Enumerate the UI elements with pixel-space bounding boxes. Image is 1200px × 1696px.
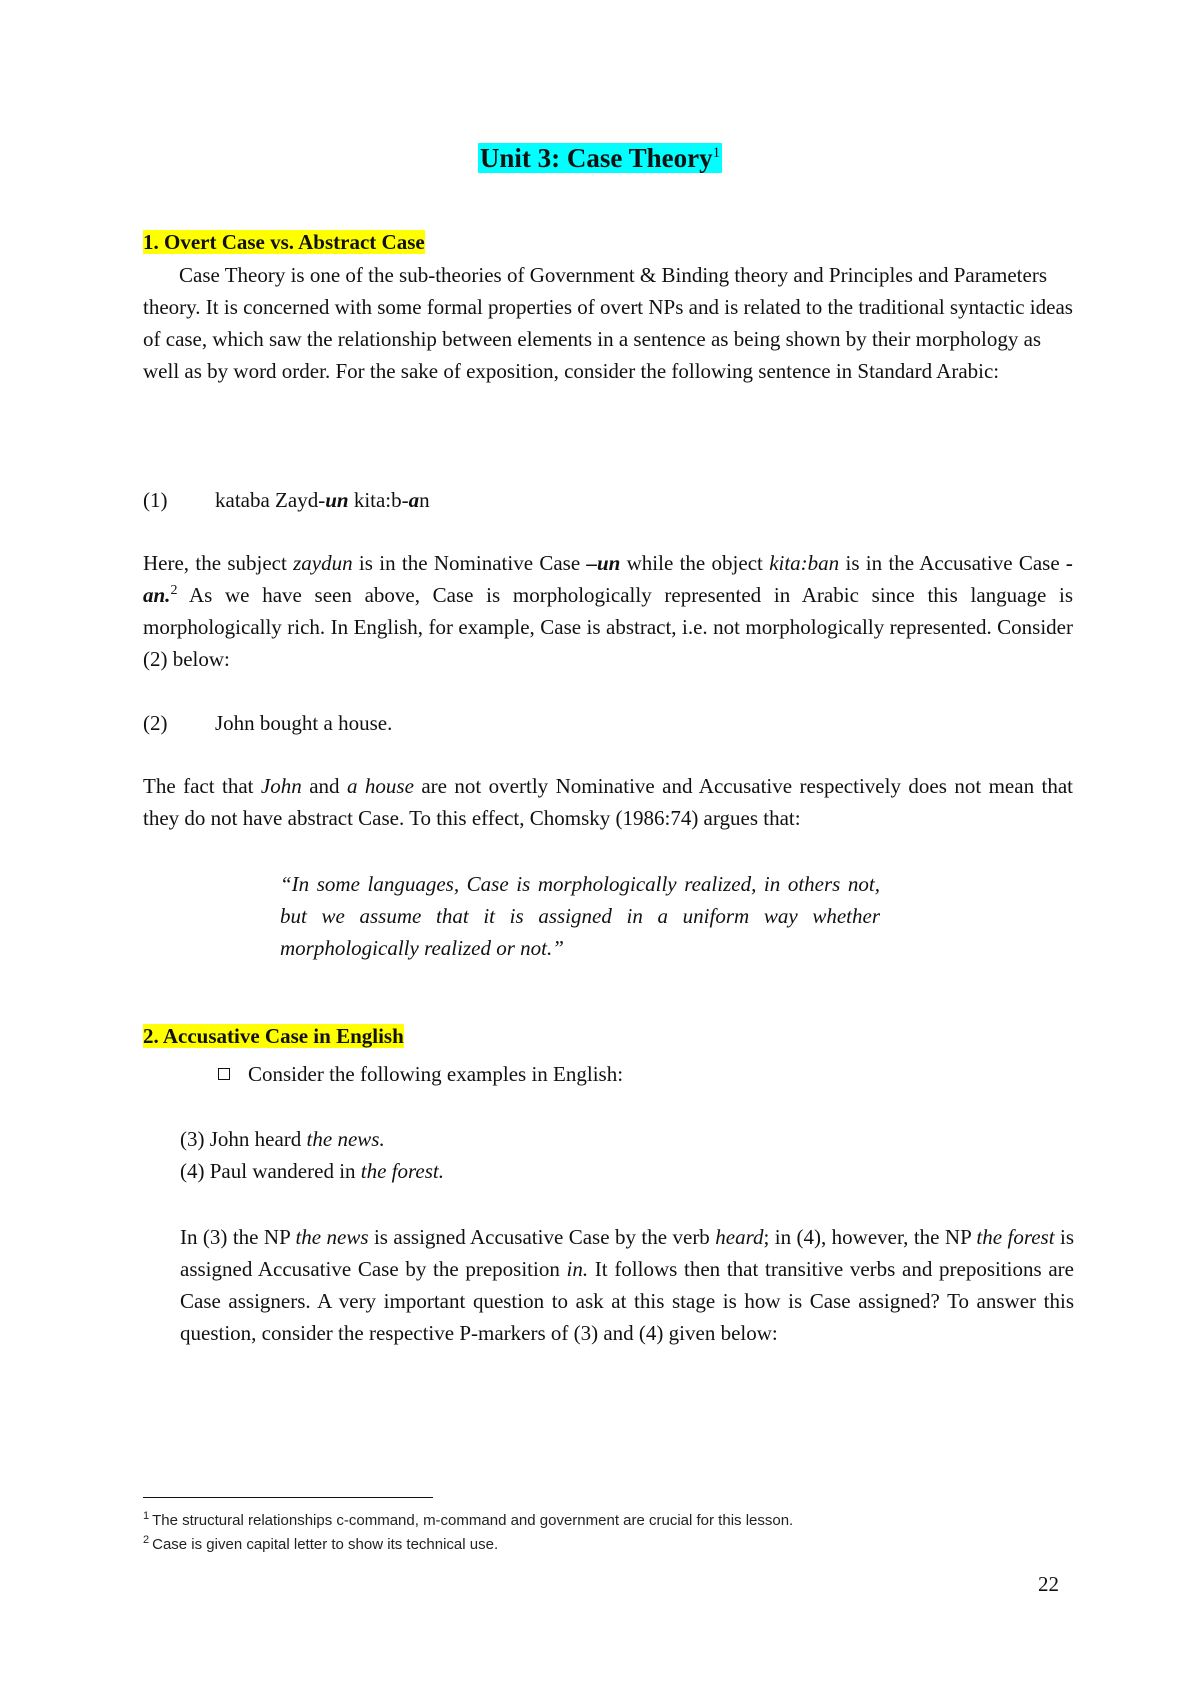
bullet-item <box>218 1058 623 1090</box>
square-bullet-icon <box>218 1068 230 1080</box>
footnote-1-number: 1 <box>143 1510 150 1522</box>
p3-italic-a-house: a house <box>346 774 414 798</box>
p3-text-1: The fact that <box>143 774 261 798</box>
example-1-suffix-un: un <box>325 488 349 512</box>
example-1-suffix-a: a <box>408 488 420 512</box>
p2-text-3: while the object <box>620 551 770 575</box>
section-1-heading <box>143 226 425 258</box>
s2-text-4: is assigned Accusative Case by the preposition <box>180 1225 1075 1281</box>
s2-italic-the-forest: the forest <box>976 1225 1055 1249</box>
section-1-heading-text: 1. Overt Case vs. Abstract Case <box>143 230 425 254</box>
example-2 <box>143 707 392 739</box>
s2-text-1: In (3) the NP <box>180 1225 296 1249</box>
p3-text-3: are not overtly Nominative and Accusative respectively does not mean that they do not have abstract Case. To this effect, Chomsky (1986:74) argues that: <box>143 774 1073 830</box>
example-4-italic: the forest. <box>360 1159 444 1183</box>
section-2-heading-text: 2. Accusative Case in English <box>143 1024 404 1048</box>
example-1-text-b: kita:b- <box>348 488 409 512</box>
s2-italic-the-news: the news <box>295 1225 369 1249</box>
example-3-text: (3) John heard <box>180 1127 307 1151</box>
s2-italic-in: in. <box>566 1257 589 1281</box>
section-1-intro: Case Theory is one of the sub-theories of Government & Binding theory and Principles and Parameters theory. It is concerned with some formal properties of overt NPs and is related to the traditional syntactic ideas of case, which saw the relationship between elements in a sentence as being shown by their morphology as well as by word order. For the sake of exposition, consider the following sentence in Standard Arabic: <box>143 263 1073 383</box>
p2-text-4: is in the Accusative Case <box>839 551 1066 575</box>
footnote-separator <box>143 1497 433 1498</box>
footnote-ref-2[interactable]: 2 <box>170 583 178 598</box>
section-2-paragraph <box>180 1221 1074 1349</box>
s2-text-3: ; in (4), however, the NP <box>763 1225 977 1249</box>
section-1-paragraph-3 <box>143 770 1073 834</box>
p2-text-2: is in the Nominative Case <box>352 551 587 575</box>
footnote-1-text: The structural relationships c-command, m-command and government are crucial for this lesson. <box>152 1512 794 1529</box>
bullet-text: Consider the following examples in English: <box>248 1062 624 1086</box>
example-4 <box>180 1155 444 1187</box>
page-title <box>0 140 1200 176</box>
p2-italic-zaydun: zaydun <box>293 551 353 575</box>
example-1-text-a: kataba Zayd- <box>215 488 326 512</box>
s2-text-2: is assigned Accusative Case by the verb <box>368 1225 716 1249</box>
title-text: Unit 3: Case Theory <box>479 143 713 173</box>
p2-text-1: Here, the subject <box>143 551 294 575</box>
footnote-2-number: 2 <box>143 1534 150 1546</box>
s2-italic-heard: heard <box>715 1225 764 1249</box>
example-1 <box>143 484 430 516</box>
p2-text-5: As we have seen above, Case is morphologically represented in Arabic since this language is morphologically rich. In English, for example, Case is abstract, i.e. not morphologically represented. Consider (2) below: <box>143 583 1073 671</box>
p3-text-2: and <box>301 774 347 798</box>
footnote-2-text: Case is given capital letter to show its technical use. <box>152 1536 499 1553</box>
chomsky-quote: “In some languages, Case is morphologically realized, in others not, but we assume that it is assigned in a uniform way whether morphologically realized or not.” <box>280 872 880 960</box>
example-1-text-c: n <box>419 488 430 512</box>
title-footnote-ref[interactable]: 1 <box>712 145 721 161</box>
section-1-paragraph-2 <box>143 547 1073 675</box>
footnote-1 <box>143 1510 793 1532</box>
example-3 <box>180 1123 385 1155</box>
example-2-number: (2) <box>143 711 168 735</box>
page-number: 22 <box>1038 1572 1059 1596</box>
title-highlight <box>478 143 722 173</box>
section-2-heading <box>143 1020 404 1052</box>
p3-italic-john: John <box>260 774 302 798</box>
example-3-italic: the news. <box>306 1127 385 1151</box>
s2-text-5: It follows then that transitive verbs and prepositions are Case assigners. A very important question to ask at this stage is how is Case assigned? To answer this question, consider the respective P-markers of (3) and (4) given below: <box>180 1257 1074 1345</box>
p2-suffix-an: -an. <box>143 551 1073 607</box>
example-1-number: (1) <box>143 488 168 512</box>
p2-suffix-un: –un <box>586 551 621 575</box>
example-2-text: John bought a house. <box>215 711 393 735</box>
example-4-text: (4) Paul wandered in <box>180 1159 361 1183</box>
p2-italic-kitaban: kita:ban <box>769 551 840 575</box>
footnote-2 <box>143 1534 498 1556</box>
